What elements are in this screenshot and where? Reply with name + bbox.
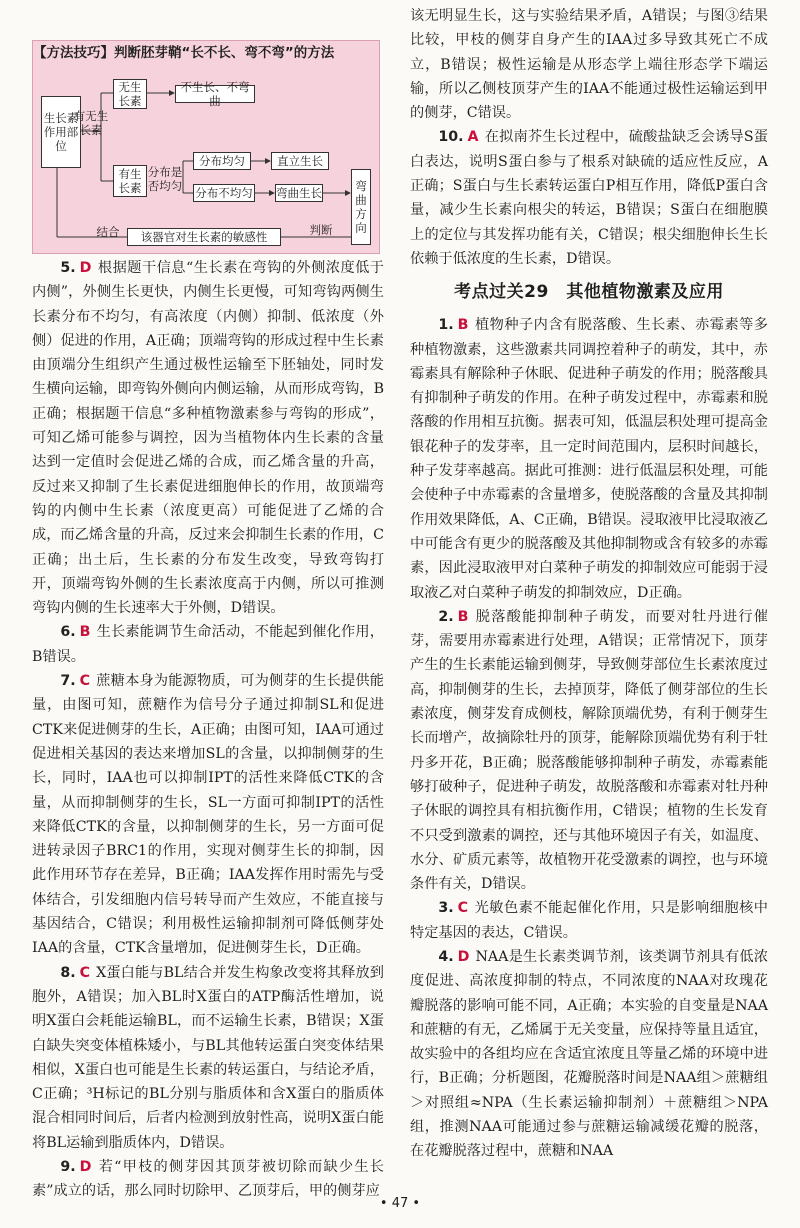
left-column [32, 256, 384, 1204]
answer-item: 10. A 在拟南芥生长过程中，硫酸盐缺乏会诱导S蛋白表达，说明S蛋白参与了根系对缺硫的适应性反应，A正确；S蛋白与生长素转运蛋白P相互作用，降低P蛋白含量，减少生长素向根尖的转运，B错误；S蛋白在细胞膜上的定位与其发挥功能有关，C错误；根尖细胞伸长生长依赖于低浓度的生长素，D错误。 [410, 129, 768, 267]
bend-direction-box: 弯曲方向 [351, 169, 371, 245]
right-column [410, 4, 768, 1164]
answer-item: 6. B 生长素能调节生命活动，不能起到催化作用，B错误。 [32, 624, 384, 665]
method-header: 【方法技巧】判断胚芽鞘“长不长、弯不弯”的方法 [33, 45, 335, 61]
method-arrows [33, 41, 379, 253]
answer-item: 4. D NAA是生长素类调节剂，该类调节剂具有低浓度促进、高浓度抑制的特点，不同浓度的NAA对玫瑰花瓣脱落的影响可能不同，A正确；本实验的自变量是NAA和蔗糖的有无，乙烯属于无关变量，应保持等量且适宜，故实验中的各组均应在含适宜浓度且等量乙烯的环境中进行，B正确；分析题图，花瓣脱落时间是NAA组＞蔗糖组＞对照组≈NPA（生长素运输抑制剂）＋蔗糖组＞NPA组，推测NAA可能通过参与蔗糖运输减缓花瓣的脱落，在花瓣脱落过程中，蔗糖和NAA [410, 948, 768, 1160]
with-auxin-box: 有生长素 [113, 165, 147, 197]
section-title: 考点过关29 其他植物激素及应用 [454, 282, 724, 303]
uneven-box: 分布不均匀 [193, 184, 255, 202]
distribution-label: 分布是否均匀 [147, 165, 183, 193]
answer-item: 2. B 脱落酸能抑制种子萌发，而要对牡丹进行催芽，需要用赤霉素进行处理，A错误；正常情况下，顶芽产生的生长素能运输到侧芽，导致侧芽部位生长素浓度过高，抑制侧芽的生长，去掉顶芽，降低了侧芽部位的生长素浓度，侧芽发育成侧枝，解除顶端优势，有利于侧芽生长而增产，故摘除牡丹的顶芽，能解除顶端优势有利于牡丹多开花，B正确；脱落酸能够抑制种子萌发，赤霉素能够打破种子，促进种子萌发，故脱落酸和赤霉素对牡丹种子休眠的调控具有相抗衡作用，C错误；植物的生长发育不只受到激素的调控，还与其他环境因子有关，如温度、水分、矿质元素等，故植物开花受激素的调控，也与环境条件有关，D错误。 [410, 608, 768, 893]
sensitivity-box: 该器官对生长素的敏感性 [127, 228, 281, 246]
answer-continuation: 该无明显生长，这与实验结果矛盾，A错误；与图③结果比较，甲枝的侧芽自身产生的IAA过多导致其死亡不成立，B错误；极性运输是从形态学上端往形态学下端运输，所以乙侧枝顶芽产生的IAA不能通过极性运输运到甲的侧芽，C错误。 [410, 8, 768, 122]
no-growth-box: 不生长、不弯曲 [175, 85, 255, 103]
auxin-source-box: 生长素作用部位 [41, 96, 81, 168]
has-auxin-label: 有无生长素 [73, 109, 109, 137]
answer-item: 3. C 光敏色素不能起催化作用，只是影响细胞核中特定基因的表达，C错误。 [410, 900, 768, 941]
straight-growth-box: 直立生长 [271, 152, 329, 170]
judge-label: 判断 [309, 223, 333, 237]
answer-item: 9. D 若“甲枝的侧芽因其顶芽被切除而缺少生长素”成立的话，那么同时切除甲、乙顶芽后，甲的侧芽应 [32, 1158, 384, 1200]
bend-growth-box: 弯曲生长 [276, 186, 322, 200]
answer-item: 8. C X蛋白能与BL结合并发生构象改变将其释放到胞外，A错误；加入BL时X蛋白的ATP酶活性增加，说明X蛋白会耗能运输BL，而不运输生长素，B错误；X蛋白缺失突变体植株矮小，与BL其他转运蛋白突变体结果相似，X蛋白也可能是生长素的转运蛋白，与结论矛盾，C正确；³H标记的BL分别与脂质体和含X蛋白的脂质体混合相同时间后，后者内检测到放射性高，说明X蛋白能将BL运输到脂质体内，D错误。 [32, 964, 384, 1151]
answer-item: 1. B 植物种子内含有脱落酸、生长素、赤霉素等多种植物激素，这些激素共同调控着种子的萌发，其中，赤霉素具有解除种子休眠、促进种子萌发的作用；脱落酸具有抑制种子萌发的作用。在种子萌发过程中，赤霉素和脱落酸的作用相互抗衡。据表可知，低温层积处理可提高金银花种子的发芽率，且一定时间范围内，层积时间越长，种子发芽率越高。据此可推测：进行低温层积处理，可能会使种子中赤霉素的含量增多，使脱落酸的含量及其抑制作用效果降低，A、C正确，B错误。浸取液甲比浸取液乙中可能含有更少的脱落酸及其他抑制物或含有较多的赤霉素，因此浸取液甲对白菜种子萌发的抑制效应可能弱于浸取液乙对白菜种子萌发的抑制效应，D正确。 [410, 317, 768, 601]
page-number: • 47 • [379, 1196, 421, 1211]
even-box: 分布均匀 [193, 152, 251, 170]
answer-item: 7. C 蔗糖本身为能源物质，可为侧芽的生长提供能量，由图可知，蔗糖作为信号分子通过抑制SL和促进CTK来促进侧芽的生长，A正确；由图可知，IAA可通过促进相关基因的表达来增加SL的含量，以抑制侧芽的生长，同时，IAA也可以抑制IPT的活性来降低CTK的含量，从而抑制侧芽的生长，SL一方面可抑制IPT的活性来降低CTK的含量，以抑制侧芽的生长，另一方面可促进转录因子BRC1的作用，实现对侧芽生长的抑制，因此作用环节存在差异，B正确；IAA发挥作用时需先与受体结合，引发细胞内信号转导而产生效应，不能直接与基因结合，C错误；利用极性运输抑制剂可降低侧芽处IAA的含量，CTK含量增加，促进侧芽生长，D正确。 [32, 673, 384, 957]
no-auxin-box: 无生长素 [113, 79, 147, 109]
answer-item: 5. D 根据题干信息“生长素在弯钩的外侧浓度低于内侧”，外侧生长更快，内侧生长更慢，可知弯钩两侧生长素分布不均匀，有高浓度（内侧）抑制、低浓度（外侧）促进的作用，A正确；顶端弯钩的形成过程中生长素由顶端分生组织产生通过极性运输至下胚轴处，同时发生横向运输，即弯钩外侧向内侧运输，从而形成弯钩，B正确；根据题干信息“多种植物激素参与弯钩的形成”，可知乙烯可能参与调控，因为当植物体内生长素的含量达到一定值时会促进乙烯的合成，而乙烯含量的升高，反过来又抑制了生长素促进细胞伸长的作用，故顶端弯钩的内侧中生长素（浓度更高）可能促进了乙烯的合成，而乙烯含量的升高，反过来会抑制生长素的作用，C正确；出土后，生长素的分布发生改变，导致弯钩打开，顶端弯钩外侧的生长素浓度高于内侧，所以可推测弯钩内侧的生长速率大于外侧，D错误。 [32, 260, 384, 617]
method-box [32, 40, 380, 254]
combine-label: 结合 [96, 225, 120, 239]
